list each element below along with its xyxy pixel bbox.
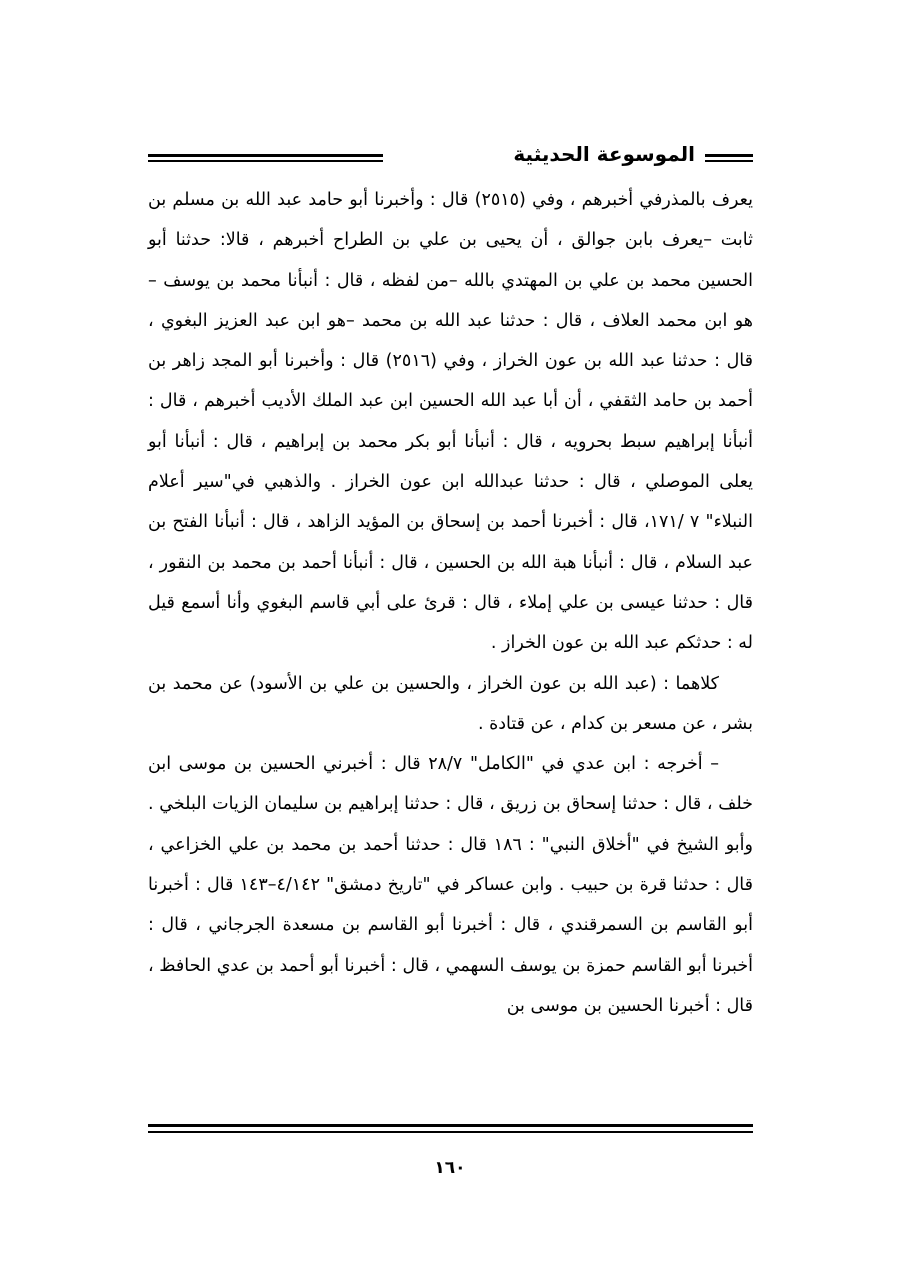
header-rule-left [148,154,383,162]
page-number: ١٦٠ [434,1158,466,1178]
paragraph-isnad-chains: يعرف بالمذرفي أخبرهم ، وفي (٢٥١٥) قال : وأخبرنا أبو حامد عبد الله بن مسلم بن ثابت –يعرف بابن جوالق ، أن يحيى بن علي بن الطراح أخبرهم ، قالا: حدثنا أبو الحسين محمد بن علي بن المهتدي بالله –من لفظه ، قال : أنبأنا محمد بن يوسف –هو ابن محمد العلاف ، قال : حدثنا عبد الله بن محمد –هو ابن عبد العزيز البغوي ، قال : حدثنا عبد الله بن عون الخراز ، وفي (٢٥١٦) قال : وأخبرنا أبو المجد زاهر بن أحمد بن حامد الثقفي ، أن أبا عبد الله الحسين ابن عبد الملك الأديب أخبرهم ، قال : أنبأنا إبراهيم سبط بحرويه ، قال : أنبأنا أبو بكر محمد بن إبراهيم ، قال : أنبأنا أبو يعلى الموصلي ، قال : حدثنا عبدالله ابن عون الخراز . والذهبي في"سير أعلام النبلاء" ٧ /١٧١، قال : أخبرنا أحمد بن إسحاق بن المؤيد الزاهد ، قال : أنبأنا الفتح بن عبد السلام ، قال : أنبأنا هبة الله بن الحسين ، قال : أنبأنا أحمد بن محمد بن النقور ، قال : حدثنا عيسى بن علي إملاء ، قال : قرئ على أبي قاسم البغوي وأنا أسمع قيل له : حدثكم عبد الله بن عون الخراز . [148,190,753,654]
header-rule-right [705,154,753,162]
running-header [148,140,753,174]
paragraph-both-narrators: كلاهما : (عبد الله بن عون الخراز ، والحسين بن علي بن الأسود) عن محمد بن بشر ، عن مسعر بن كدام ، عن قتادة . [148,673,753,734]
paragraph-takhrij: – أخرجه : ابن عدي في "الكامل" ٢٨/٧ قال : أخبرني الحسين بن موسى ابن خلف ، قال : حدثنا إسحاق بن زريق ، قال : حدثنا إبراهيم بن سليمان الزيات البلخي . وأبو الشيخ في "أخلاق النبي" : ١٨٦ قال : حدثنا أحمد بن محمد بن علي الخزاعي ، قال : حدثنا قرة بن حبيب . وابن عساكر في "تاريخ دمشق" ٤/١٤٢–١٤٣ قال : أخبرنا أبو القاسم بن السمرقندي ، قال : أخبرنا أبو القاسم بن مسعدة الجرجاني ، قال : أخبرنا أبو القاسم حمزة بن يوسف السهمي ، قال : أخبرنا أبو أحمد بن عدي الحافظ ، قال : أخبرنا الحسين بن موسى بن [148,754,753,1016]
header-title: الموسوعة الحديثية [513,142,695,166]
footer-rule [148,1124,753,1133]
body-text [148,180,753,1026]
